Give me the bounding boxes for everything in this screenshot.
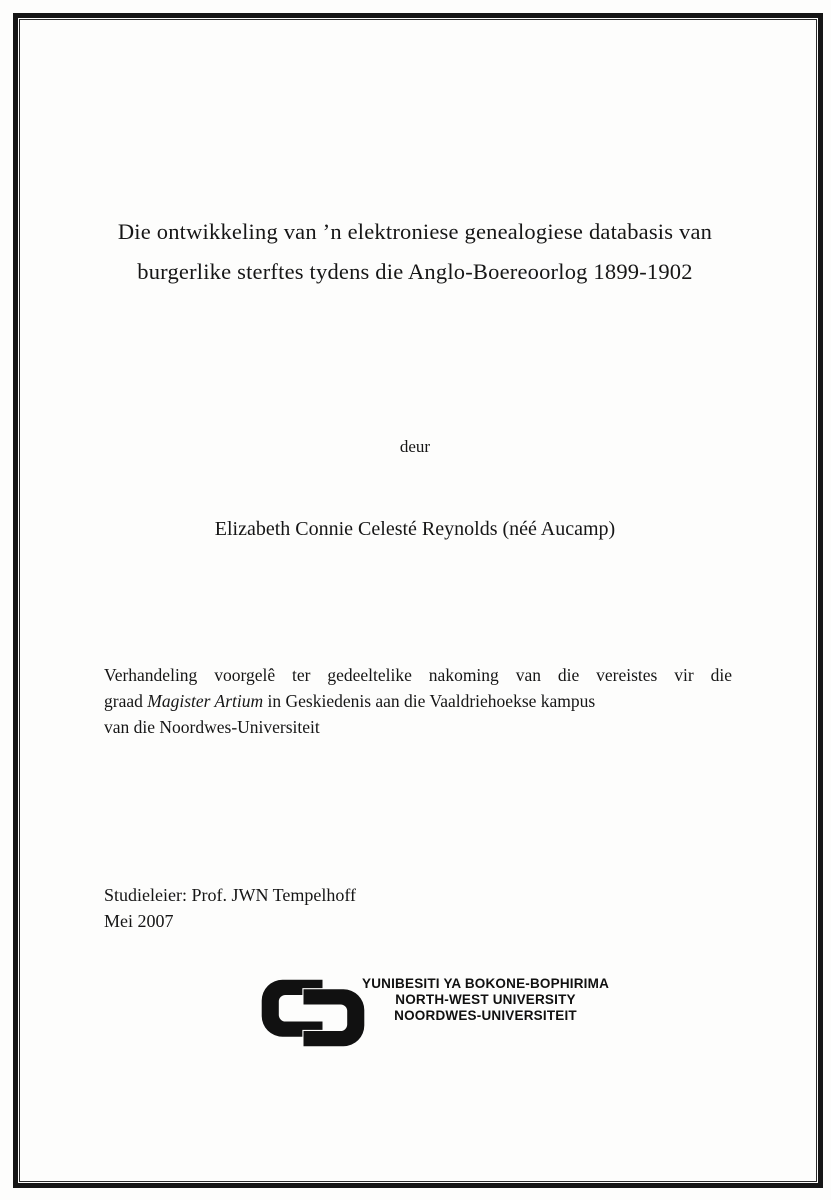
degree-declaration <box>104 662 732 740</box>
nwu-interlocking-links-icon <box>256 974 370 1052</box>
supervisor-block <box>104 882 604 934</box>
thesis-title-line-1: Die ontwikkeling van ’n elektroniese genealogiese databasis van <box>117 219 713 244</box>
degree-name-italic: Magister Artium <box>147 691 264 711</box>
logo-text-setswana: YUNIBESITI YA BOKONE-BOPHIRIMA <box>362 976 610 991</box>
thesis-title-line-2: burgerlike sterftes tydens die Anglo-Boereoorlog 1899-1902 <box>137 259 693 284</box>
declaration-line-1: Verhandeling voorgelê ter gedeeltelike nakoming van die vereistes vir die <box>104 665 732 685</box>
byline-label: deur <box>399 437 431 456</box>
logo-text-afrikaans: NOORDWES-UNIVERSITEIT <box>394 1007 577 1023</box>
declaration-line-3: van die Noordwes-Universiteit <box>104 717 320 737</box>
logo-text-english: NORTH-WEST UNIVERSITY <box>395 991 576 1007</box>
author-name: Elizabeth Connie Celesté Reynolds (néé Aucamp) <box>214 518 616 540</box>
declaration-line-2-suffix: in Geskiedenis aan die Vaaldriehoekse kampus <box>263 691 596 711</box>
declaration-line-2 <box>104 688 732 714</box>
university-logo <box>256 974 609 1052</box>
supervisor-line: Studieleier: Prof. JWN Tempelhoff <box>104 885 357 905</box>
declaration-line-2-prefix: graad <box>104 691 148 711</box>
date-line: Mei 2007 <box>104 911 174 931</box>
university-logo-text <box>362 976 609 1023</box>
thesis-title <box>65 212 765 292</box>
